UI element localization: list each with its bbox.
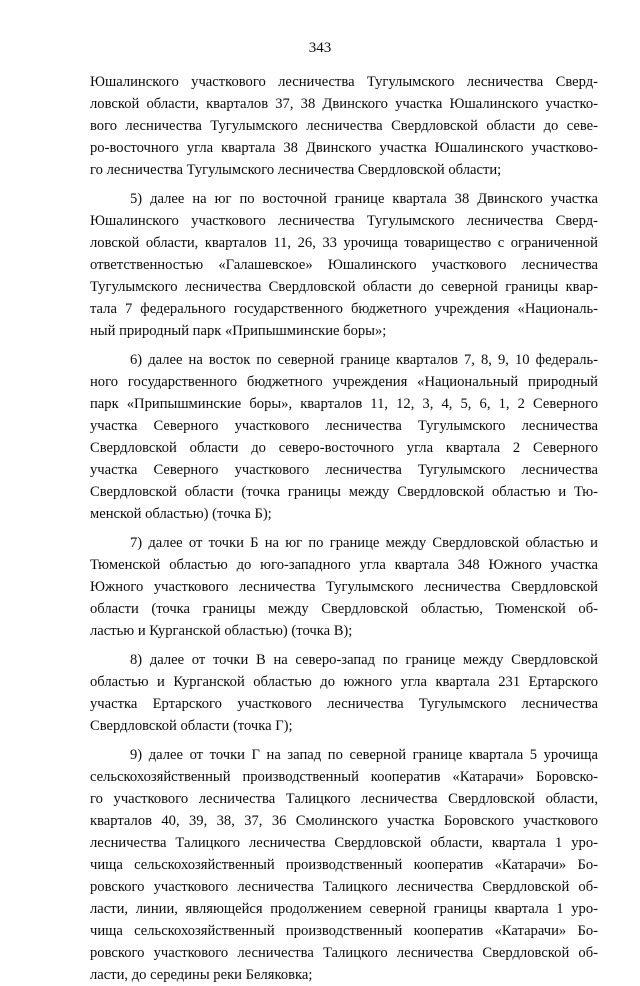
text-line: ловской области, кварталов 37, 38 Двинского участка Юшалинского участко-	[90, 96, 598, 112]
text-line: Свердловской области до северо-восточного угла квартала 2 Северного	[90, 440, 598, 456]
paragraph-3	[90, 349, 598, 525]
text-line: Тюменской областью до юго-западного угла квартала 348 Южного участка	[90, 557, 598, 573]
text-line: ровского участкового лесничества Талицкого лесничества Свердловской об-	[90, 945, 598, 961]
paragraph-4	[90, 532, 598, 642]
paragraph-1	[90, 71, 598, 181]
text-line: 5) далее на юг по восточной границе квартала 38 Двинского участка	[130, 191, 598, 207]
page-number: 343	[308, 40, 332, 56]
text-line: Юшалинского участкового лесничества Тугулымского лесничества Сверд-	[90, 213, 598, 229]
text-line: ответственностью «Галашевское» Юшалинского участкового лесничества	[90, 257, 598, 273]
text-line: участка Ертарского участкового лесничества Тугулымского лесничества	[90, 696, 598, 712]
text-line: Юшалинского участкового лесничества Тугулымского лесничества Сверд-	[90, 74, 598, 90]
text-line: чища сельскохозяйственный производственный кооператив «Катарачи» Бо-	[90, 923, 598, 939]
text-line: лесничества Талицкого лесничества Свердловской области, квартала 1 уро-	[90, 835, 598, 851]
text-line: области (точка границы между Свердловской областью, Тюменской об-	[90, 601, 598, 617]
text-line: ласти, линии, являющейся продолжением северной границы квартала 1 уро-	[90, 901, 598, 917]
text-line: сельскохозяйственный производственный кооператив «Катарачи» Боровско-	[90, 769, 598, 785]
text-line: ного государственного бюджетного учреждения «Национальный природный	[90, 374, 598, 390]
text-line: Южного участкового лесничества Тугулымского лесничества Свердловской	[90, 579, 598, 595]
text-line: участка Северного участкового лесничества Тугулымского лесничества	[90, 418, 598, 434]
paragraph-6	[90, 744, 598, 986]
text-line: вого лесничества Тугулымского лесничества Свердловской области до севе-	[90, 118, 598, 134]
text-line: участка Северного участкового лесничества Тугулымского лесничества	[90, 462, 598, 478]
text-line: 9) далее от точки Г на запад по северной границе квартала 5 урочища	[130, 747, 598, 763]
text-line: Свердловской области (точка Г);	[90, 718, 293, 734]
text-line: ро-восточного угла квартала 38 Двинского участка Юшалинского участково-	[90, 140, 598, 156]
text-line: 7) далее от точки Б на юг по границе между Свердловской областью и	[130, 535, 598, 551]
text-line: ласти, до середины реки Беляковка;	[90, 967, 313, 983]
text-line: парк «Припышминские боры», кварталов 11, 12, 3, 4, 5, 6, 1, 2 Северного	[90, 396, 598, 412]
text-line: 8) далее от точки В на северо-запад по границе между Свердловской	[130, 652, 598, 668]
text-line: 6) далее на восток по северной границе кварталов 7, 8, 9, 10 федераль-	[130, 352, 598, 368]
text-line: Свердловской области (точка границы между Свердловской областью и Тю-	[90, 484, 598, 500]
text-line: чища сельскохозяйственный производственный кооператив «Катарачи» Бо-	[90, 857, 598, 873]
text-line: ловской области, кварталов 11, 26, 33 урочища товарищество с ограниченной	[90, 235, 598, 251]
text-line: ластью и Курганской областью) (точка В);	[90, 623, 353, 639]
text-line: ровского участкового лесничества Талицкого лесничества Свердловской об-	[90, 879, 598, 895]
paragraph-5	[90, 649, 598, 737]
paragraph-2	[90, 188, 598, 342]
text-line: го участкового лесничества Талицкого лесничества Свердловской области,	[90, 791, 598, 807]
document-body	[90, 71, 598, 986]
text-line: Тугулымского лесничества Свердловской области до северной границы квар-	[90, 279, 598, 295]
text-line: го лесничества Тугулымского лесничества Свердловской области;	[90, 162, 502, 178]
text-line: менской областью) (точка Б);	[90, 506, 272, 522]
text-line: тала 7 федерального государственного бюджетного учреждения «Националь-	[90, 301, 598, 317]
text-line: областью и Курганской областью до южного угла квартала 231 Ертарского	[90, 674, 598, 690]
text-line: кварталов 40, 39, 38, 37, 36 Смолинского участка Боровского участкового	[90, 813, 598, 829]
text-line: ный природный парк «Припышминские боры»;	[90, 323, 387, 339]
